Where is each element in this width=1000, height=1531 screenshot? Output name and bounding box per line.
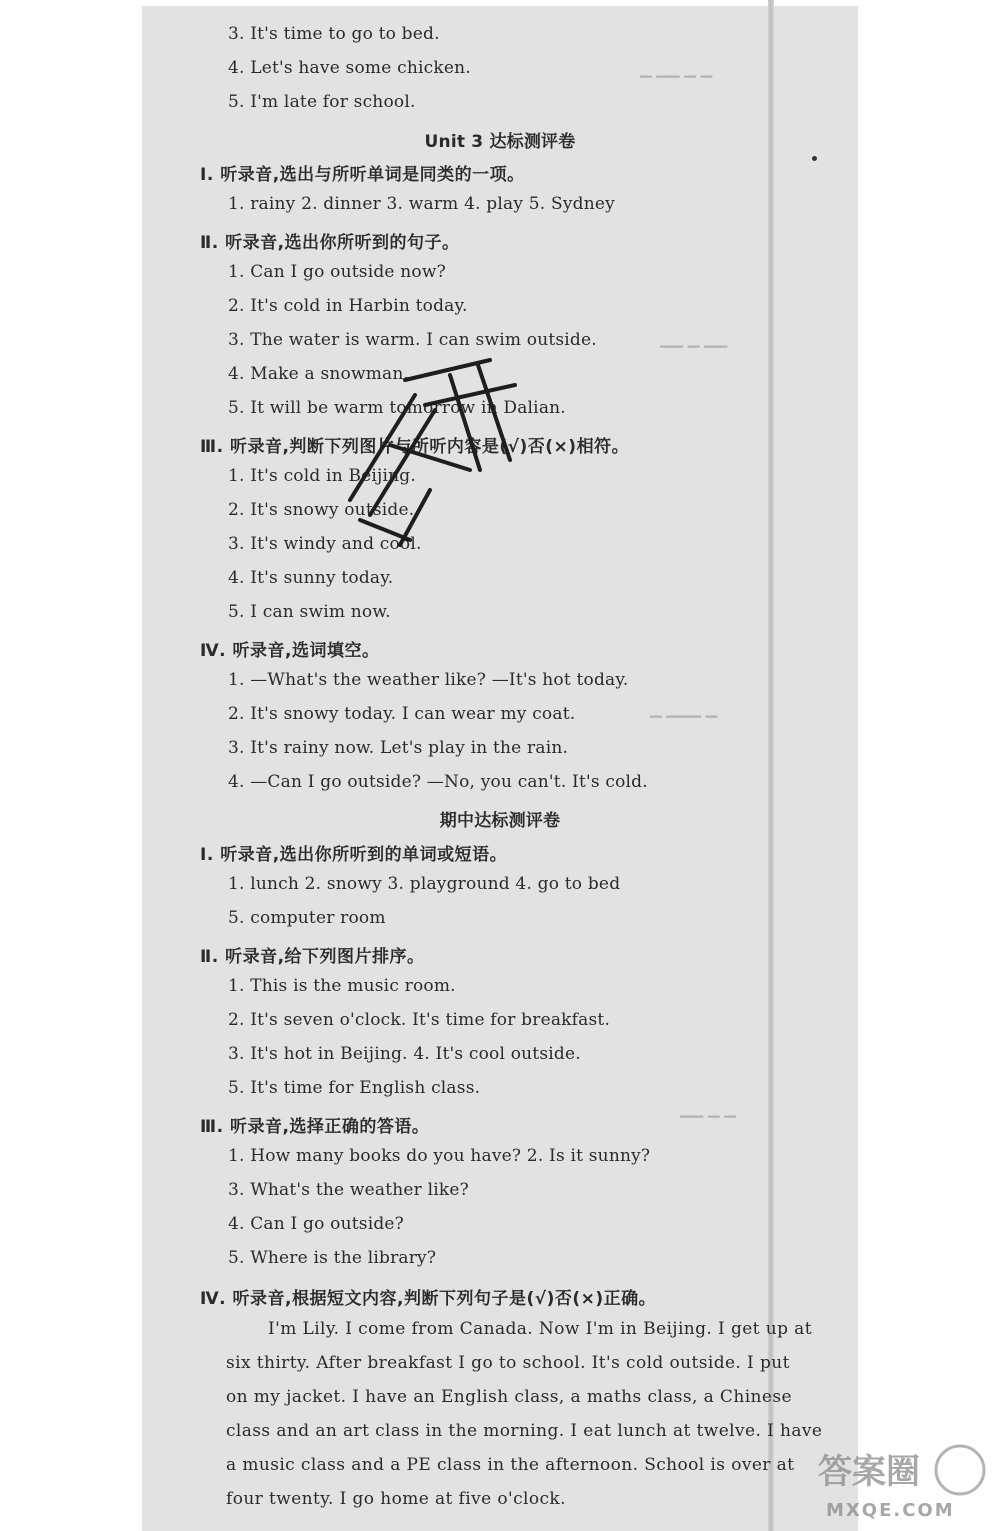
text-line: 3. It's time to go to bed.: [228, 24, 440, 44]
bleed-through-mark: ▁▁ ▁ ▁▁: [660, 330, 728, 348]
text-line: 4. Can I go outside?: [228, 1214, 404, 1234]
text-line: 2. It's snowy today. I can wear my coat.: [228, 704, 576, 724]
question-heading: Ⅳ. 听录音,选词填空。: [200, 641, 380, 661]
section-title: 期中达标测评卷: [439, 811, 561, 831]
question-heading: Ⅱ. 听录音,选出你所听到的句子。: [200, 233, 460, 253]
text-line: 3. What's the weather like?: [228, 1180, 469, 1200]
text-line: 1. lunch 2. snowy 3. playground 4. go to bed: [228, 874, 621, 894]
text-line: 1. How many books do you have? 2. Is it sunny?: [228, 1146, 651, 1166]
bleed-through-mark: ▁▁ ▁ ▁: [680, 1100, 736, 1118]
bleed-through-mark: ▁ ▁▁▁ ▁: [650, 700, 718, 718]
paragraph-line: six thirty. After breakfast I go to school. It's cold outside. I put: [226, 1353, 790, 1373]
text-line: 3. It's rainy now. Let's play in the rain.: [228, 738, 569, 758]
text-line: 1. Can I go outside now?: [228, 262, 446, 282]
watermark-url: MXQE.COM: [826, 1500, 955, 1521]
text-line: 1. —What's the weather like? —It's hot today.: [228, 670, 629, 690]
ink-dot: [812, 156, 817, 161]
text-line: 4. Make a snowman.: [228, 364, 410, 384]
bleed-through-mark: ▁ ▁▁ ▁ ▁: [640, 60, 712, 78]
question-heading: Ⅲ. 听录音,选择正确的答语。: [200, 1117, 430, 1137]
text-line: 5. computer room: [228, 908, 386, 928]
question-heading: Ⅰ. 听录音,选出与所听单词是同类的一项。: [200, 165, 525, 185]
text-line: 1. It's cold in Beijing.: [228, 466, 416, 486]
question-heading: Ⅱ. 听录音,给下列图片排序。: [200, 947, 425, 967]
paragraph-line: I'm Lily. I come from Canada. Now I'm in Beijing. I get up at: [268, 1319, 812, 1339]
paragraph-line: on my jacket. I have an English class, a maths class, a Chinese: [226, 1387, 792, 1407]
question-heading: Ⅲ. 听录音,判断下列图片与所听内容是(√)否(×)相符。: [200, 437, 630, 457]
text-line: 4. Let's have some chicken.: [228, 58, 471, 78]
text-line: 3. The water is warm. I can swim outside.: [228, 330, 597, 350]
stamp-scribble: [330, 350, 540, 550]
page-fold-shadow: [768, 0, 774, 1531]
text-line: 3. It's windy and cool.: [228, 534, 422, 554]
section-title: Unit 3 达标测评卷: [424, 132, 576, 152]
text-line: 5. I can swim now.: [228, 602, 391, 622]
text-line: 5. It will be warm tomorrow in Dalian.: [228, 398, 566, 418]
text-line: 4. —Can I go outside? —No, you can't. It's cold.: [228, 772, 648, 792]
text-line: 3. It's hot in Beijing. 4. It's cool outside.: [228, 1044, 581, 1064]
text-line: 2. It's seven o'clock. It's time for breakfast.: [228, 1010, 611, 1030]
text-line: 1. This is the music room.: [228, 976, 456, 996]
text-line: 2. It's snowy outside.: [228, 500, 415, 520]
question-heading: Ⅰ. 听录音,选出你所听到的单词或短语。: [200, 845, 508, 865]
paragraph-line: class and an art class in the morning. I eat lunch at twelve. I have: [226, 1421, 823, 1441]
text-line: 5. Where is the library?: [228, 1248, 437, 1268]
paragraph-line: four twenty. I go home at five o'clock.: [226, 1489, 566, 1509]
question-heading: Ⅳ. 听录音,根据短文内容,判断下列句子是(√)否(×)正确。: [200, 1289, 657, 1309]
text-line: 5. It's time for English class.: [228, 1078, 481, 1098]
text-line: 4. It's sunny today.: [228, 568, 394, 588]
watermark-text: 答案圈: [818, 1452, 920, 1492]
text-line: 1. rainy 2. dinner 3. warm 4. play 5. Sydney: [228, 194, 615, 214]
text-line: 5. I'm late for school.: [228, 92, 416, 112]
paragraph-line: a music class and a PE class in the afternoon. School is over at: [226, 1455, 795, 1475]
text-line: 2. It's cold in Harbin today.: [228, 296, 468, 316]
